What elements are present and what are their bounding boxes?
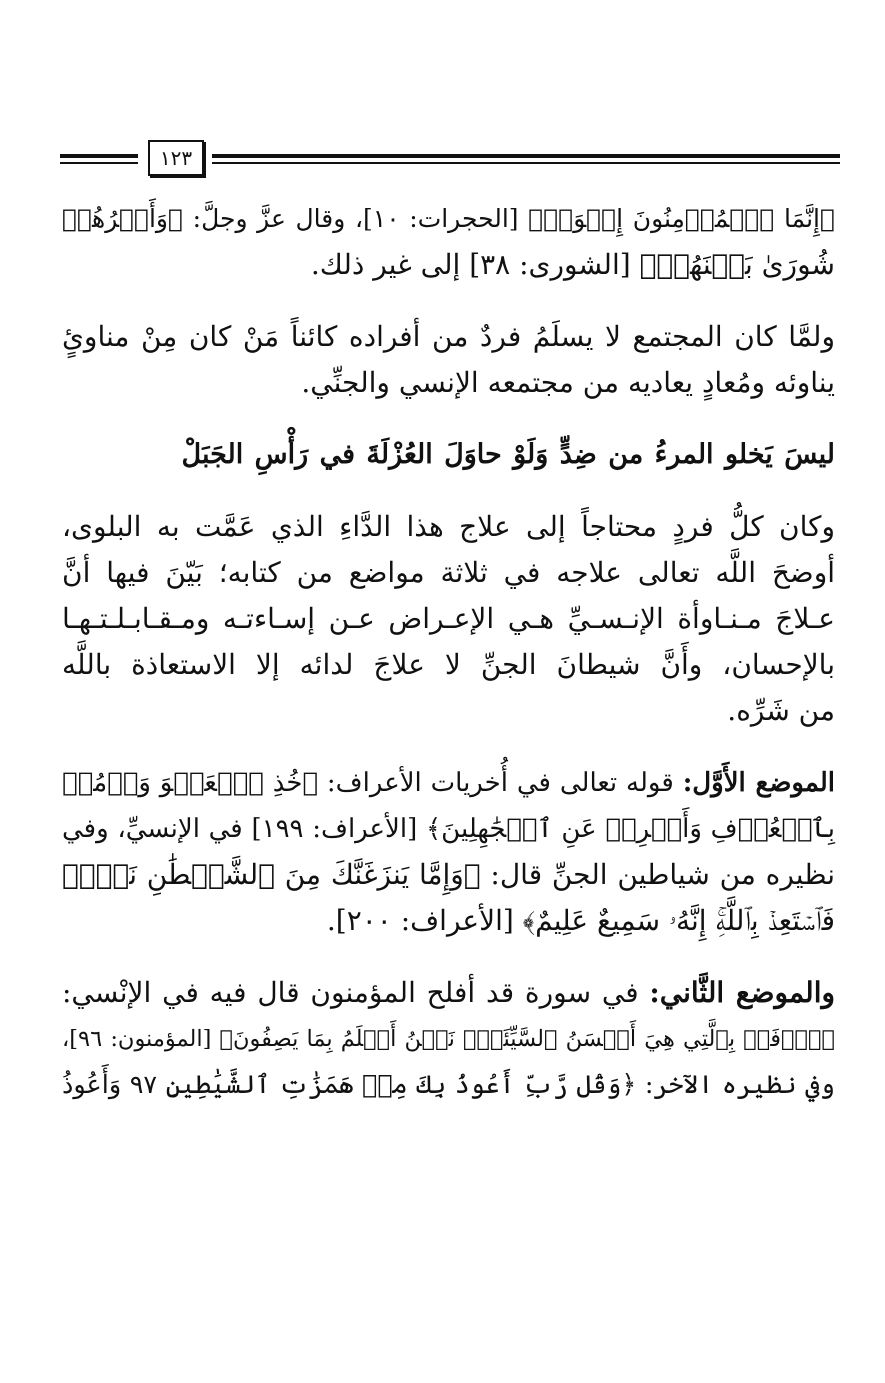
poem-verse: ليسَ يَخلو المرءُ من ضِدٍّ وَلَوْ حاوَلَ العُزْلَةَ في رَأْسِ الجَبَلْ: [181, 439, 835, 470]
text-line: عـلاجَ مـنـاوأة الإنـسـيِّ هـي الإعـراض عـن إسـاءتـه ومـقـابـلـتـهـا: [62, 602, 835, 635]
text-line: بِٱلۡعُرۡفِ وَأَعۡرِضۡ عَنِ ٱلۡجَٰهِلِينَ﴾ [الأعراف: ١٩٩] في الإنسيِّ، وفي: [62, 814, 835, 844]
header-rule-right-thick: [212, 154, 840, 158]
text-run: في سورة قد أفلح المؤمنون قال فيه في الإنْسي:: [62, 976, 650, 1009]
text-line: أوضحَ اللَّه تعالى علاجه في ثلاثة مواضع من كتابه؛ بَيّنَ فيها أنَّ: [62, 556, 835, 589]
text-line: ﴿ٱدۡفَعۡ بِٱلَّتِي هِيَ أَحۡسَنُ ٱلسَّيِّئَةَۚ نَحۡنُ أَعۡلَمُ بِمَا يَصِفُونَ﴾ [المؤمنون: ٩٦]،: [62, 1026, 835, 1052]
text-line: [62, 970, 835, 1016]
text-line: من شَرِّه.: [727, 694, 835, 727]
text-line: يناوئه ومُعادٍ يعاديه من مجتمعه الإنسي والجنِّي.: [301, 366, 835, 399]
section-lead: والموضع الثَّاني:: [649, 976, 835, 1009]
section-lead: الموضع الأَوَّل:: [682, 768, 835, 798]
paragraph-society: [62, 314, 835, 406]
text-line: [62, 760, 835, 806]
page-header: [60, 140, 840, 184]
text-line: ﴿إِنَّمَا ٱلۡمُؤۡمِنُونَ إِخۡوَةٞ﴾ [الحجرات: ١٠]، وقال عزَّ وجلَّ: ﴿وَأَمۡرُهُمۡ: [62, 204, 835, 233]
text-line: نظيره من شياطين الجنِّ قال: ﴿وَإِمَّا يَنزَغَنَّكَ مِنَ ٱلشَّيۡطَٰنِ نَزۡغٞ: [62, 858, 835, 891]
page-number-text: ١٢٣: [159, 146, 193, 170]
header-rule-left-thick: [60, 154, 138, 158]
paragraph-remedy: [62, 504, 835, 734]
header-rule-left-thin: [60, 162, 138, 164]
text-line: وكان كلُّ فردٍ محتاجاً إلى علاج هذا الدَّاءِ الذي عَمَّت به البلوى،: [62, 510, 835, 543]
page-number: [148, 140, 204, 176]
paragraph-first-position: [62, 760, 835, 944]
text-line: وفي نظيره الآخر: ﴿وَقُل رَّبِّ أَعُوذُ بِكَ مِنۡ هَمَزَٰتِ ٱلشَّيَٰطِينِ ٩٧ وَأَعُوذُ: [62, 1070, 835, 1100]
page-body: [62, 196, 835, 1134]
text-line: فَٱسۡتَعِذۡ بِٱللَّهِۚ إِنَّهُۥ سَمِيعٌ عَلِيمٌ﴾ [الأعراف: ٢٠٠].: [326, 904, 835, 937]
text-line: ولمَّا كان المجتمع لا يسلَمُ فردٌ من أفراده كائناً مَنْ كان مِنْ مناوئٍ: [62, 320, 835, 353]
text-line: شُورَىٰ بَيۡنَهُمۡ﴾ [الشورى: ٣٨] إلى غير ذلك.: [310, 248, 835, 281]
paragraph-second-position: [62, 970, 835, 1108]
header-rule-right-thin: [212, 162, 840, 164]
text-run: قوله تعالى في أُخريات الأعراف: ﴿خُذِ ٱلۡعَفۡوَ وَأۡمُرۡ: [62, 768, 683, 798]
paragraph-quran-citations: [62, 196, 835, 288]
text-line: بالإحسان، وأَنَّ شيطانَ الجنِّ لا علاجَ لدائه إلا الاستعاذة باللَّه: [62, 648, 835, 681]
